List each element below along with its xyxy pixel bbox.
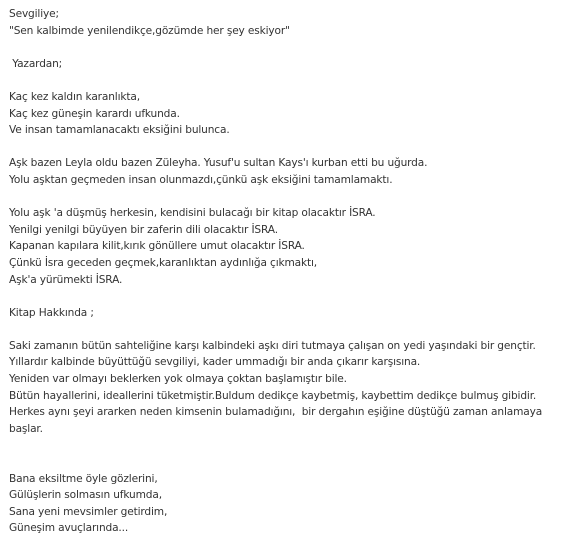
- greeting-quote: "Sen kalbimde yenilendikçe,gözümde her şey eskiyor": [9, 24, 290, 37]
- stanza2-line: Yolu aşktan geçmeden insan olunmazdı,çünkü aşk eksiğini tamamlamaktı.: [9, 173, 393, 186]
- stanza1-line: Kaç kez güneşin karardı ufkunda.: [9, 107, 180, 120]
- stanza3-line: Kapanan kapılara kilit,kırık gönüllere umut olacaktır İSRA.: [9, 240, 305, 253]
- description-line: Yeniden var olmayı beklerken yok olmaya çoktan başlamıştır bile.: [9, 373, 347, 386]
- document-body: [9, 6, 569, 537]
- stanza1-line: Ve insan tamamlanacaktı eksiğini bulunca.: [9, 124, 230, 137]
- description-line: Yıllardır kalbinde büyüttüğü sevgiliyi, kader ummadığı bir anda çıkarır karşısına.: [9, 356, 421, 369]
- closing-poem-line: Bana eksiltme öyle gözlerini,: [9, 472, 158, 485]
- book-heading: Kitap Hakkında ;: [9, 306, 94, 319]
- stanza2-line: Aşk bazen Leyla oldu bazen Züleyha. Yusuf'u sultan Kays'ı kurban etti bu uğurda.: [9, 157, 428, 170]
- stanza3-line: Çünkü İsra geceden geçmek,karanlıktan aydınlığa çıkmaktı,: [9, 256, 318, 269]
- closing-poem-line: Güneşim avuçlarında...: [9, 522, 129, 535]
- greeting-line: Sevgiliye;: [9, 8, 59, 20]
- stanza3-line: Yenilgi yenilgi büyüyen bir zaferin dili olacaktır İSRA.: [9, 223, 278, 236]
- description-line: Herkes aynı şeyi ararken neden kimsenin bulamadığını, bir dergahın eşiğine düştüğü zaman anlamaya: [9, 406, 543, 419]
- stanza3-line: Aşk'a yürümekti İSRA.: [9, 273, 123, 286]
- description-line: başlar.: [9, 422, 43, 435]
- description-line: Bütün hayallerini, ideallerini tüketmiştir.Buldum dedikçe kaybetmiş, kaybettim dedikçe bulmuş gibidir.: [9, 389, 537, 402]
- description-line: Saki zamanın bütün sahteliğine karşı kalbindeki aşkı diri tutmaya çalışan on yedi yaşındaki bir gençtir.: [9, 339, 536, 352]
- closing-poem-line: Gülüşlerin solmasın ufkumda,: [9, 489, 162, 502]
- stanza3-line: Yolu aşk 'a düşmüş herkesin, kendisini bulacağı bir kitap olacaktır İSRA.: [9, 207, 376, 220]
- stanza1-line: Kaç kez kaldın karanlıkta,: [9, 90, 140, 103]
- author-heading: Yazardan;: [9, 57, 63, 70]
- closing-poem-line: Sana yeni mevsimler getirdim,: [9, 505, 168, 518]
